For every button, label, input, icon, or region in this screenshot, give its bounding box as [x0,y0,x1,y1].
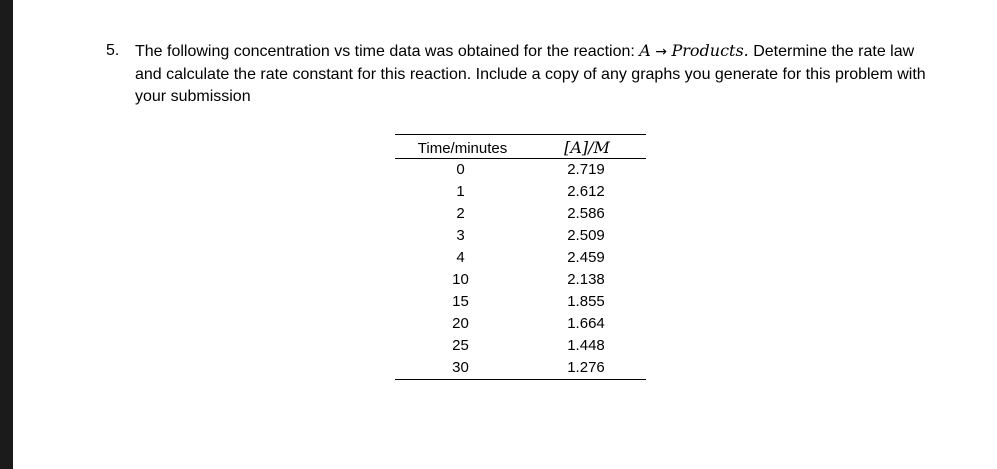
concentration-cell: 2.138 [567,271,605,288]
time-cell: 4 [456,249,465,266]
time-column-header: Time/minutes [395,135,526,159]
table-row [395,181,646,203]
question-number: 5. [106,42,120,59]
question-text-intro: The following concentration vs time data was obtained for the reaction: [135,43,640,60]
table-row [395,357,646,380]
time-cell: 30 [395,357,526,380]
concentration-cell: 2.719 [567,161,605,178]
table-row [395,159,646,182]
time-cell: 0 [456,161,465,178]
time-cell: 3 [456,227,465,244]
time-cell: 15 [452,293,469,310]
concentration-cell: 2.459 [567,249,605,266]
table-header-row [395,135,646,159]
reaction-product: Products. [671,41,749,60]
concentration-cell: 1.276 [526,357,646,380]
time-cell: 25 [452,337,469,354]
table-row [395,247,646,269]
time-cell: 1 [456,183,465,200]
table-row [395,225,646,247]
time-cell: 10 [452,271,469,288]
concentration-cell: 2.586 [567,205,605,222]
window-edge [0,0,13,469]
concentration-cell: 1.664 [567,315,605,332]
question-5 [106,40,926,109]
concentration-column-header: [A]/M [526,135,646,159]
concentration-cell: 1.855 [567,293,605,310]
concentration-time-table [395,134,646,380]
time-cell: 2 [456,205,465,222]
reaction-arrow: → [655,44,668,60]
concentration-cell: 2.509 [567,227,605,244]
concentration-cell: 1.448 [567,337,605,354]
table-row [395,291,646,313]
table-row [395,335,646,357]
concentration-cell: 2.612 [567,183,605,200]
reaction-reactant: A [639,41,651,60]
table-row [395,313,646,335]
question-text-instructions: Determine the rate law and calculate the rate constant for this reaction. Include a copy of any graphs you generate for this problem with your submission [135,43,926,105]
table-row [395,269,646,291]
table-row [395,203,646,225]
question-text [135,40,926,109]
time-cell: 20 [452,315,469,332]
